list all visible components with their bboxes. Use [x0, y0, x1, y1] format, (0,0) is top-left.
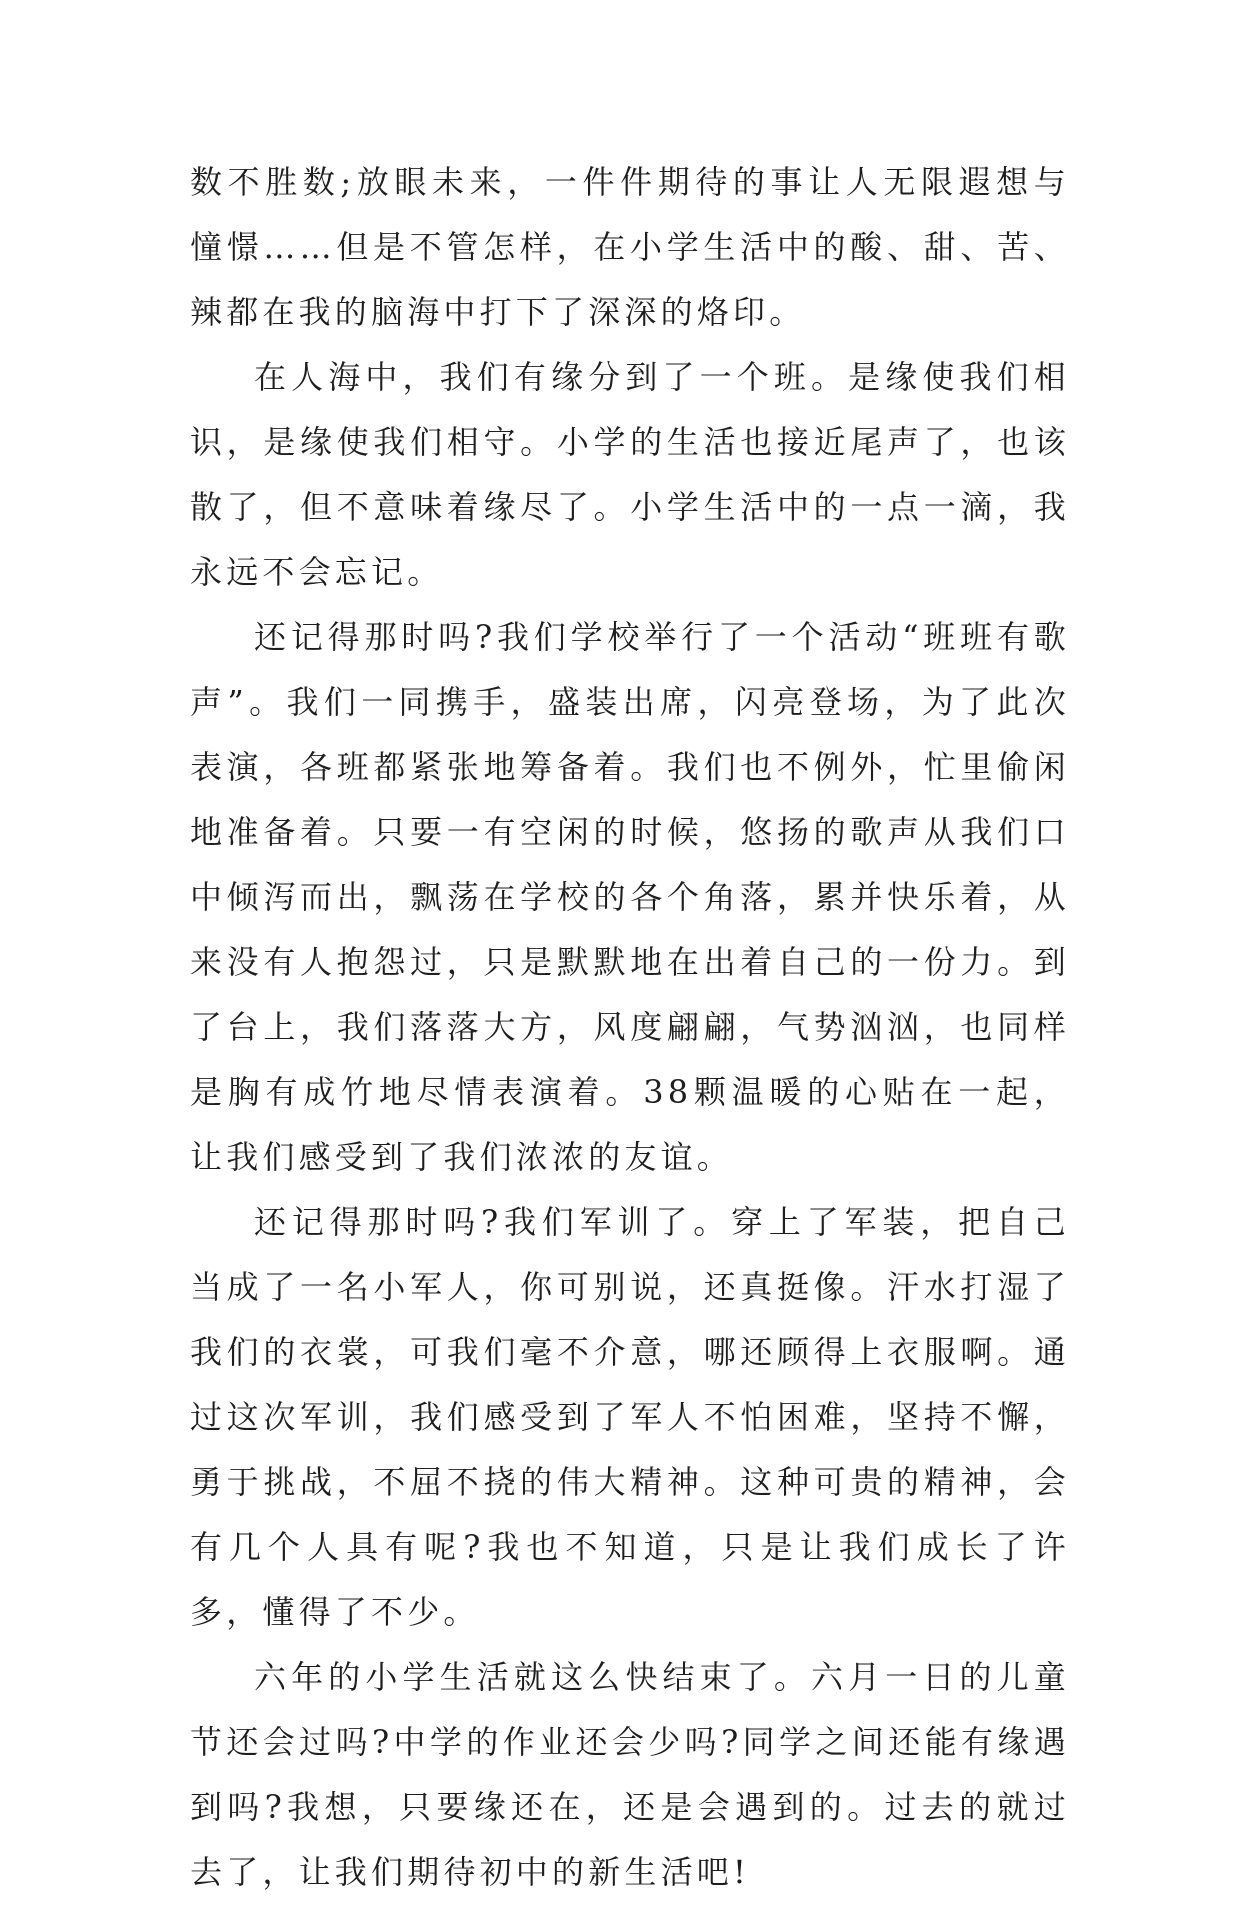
- paragraph-4: 还记得那时吗?我们军训了。穿上了军装，把自己当成了一名小军人，你可别说，还真挺像。汗水打湿了我们的衣裳，可我们毫不介意，哪还顾得上衣服啊。通过这次军训，我们感受到了军人不怕困难，坚持不懈，勇于挑战，不屈不挠的伟大精神。这种可贵的精神，会有几个人具有呢?我也不知道，只是让我们成长了许多，懂得了不少。: [190, 1203, 1070, 1631]
- paragraph-2: 在人海中，我们有缘分到了一个班。是缘使我们相识，是缘使我们相守。小学的生活也接近尾声了，也该散了，但不意味着缘尽了。小学生活中的一点一滴，我永远不会忘记。: [190, 358, 1070, 591]
- paragraph-3: 还记得那时吗?我们学校举行了一个活动“班班有歌声”。我们一同携手，盛装出席，闪亮登场，为了此次表演，各班都紧张地筹备着。我们也不例外，忙里偷闲地准备着。只要一有空闲的时候，悠扬的歌声从我们口中倾泻而出，飘荡在学校的各个角落，累并快乐着，从来没有人抱怨过，只是默默地在出着自己的一份力。到了台上，我们落落大方，风度翩翩，气势汹汹，也同样是胸有成竹地尽情表演着。38颗温暖的心贴在一起，让我们感受到了我们浓浓的友谊。: [190, 618, 1070, 1176]
- document-body: [190, 150, 1070, 1905]
- paragraph-1: 数不胜数;放眼未来，一件件期待的事让人无限遐想与憧憬……但是不管怎样，在小学生活中的酸、甜、苦、辣都在我的脑海中打下了深深的烙印。: [190, 163, 1070, 331]
- paragraph-5: 六年的小学生活就这么快结束了。六月一日的儿童节还会过吗?中学的作业还会少吗?同学之间还能有缘遇到吗?我想，只要缘还在，还是会遇到的。过去的就过去了，让我们期待初中的新生活吧!: [190, 1658, 1070, 1891]
